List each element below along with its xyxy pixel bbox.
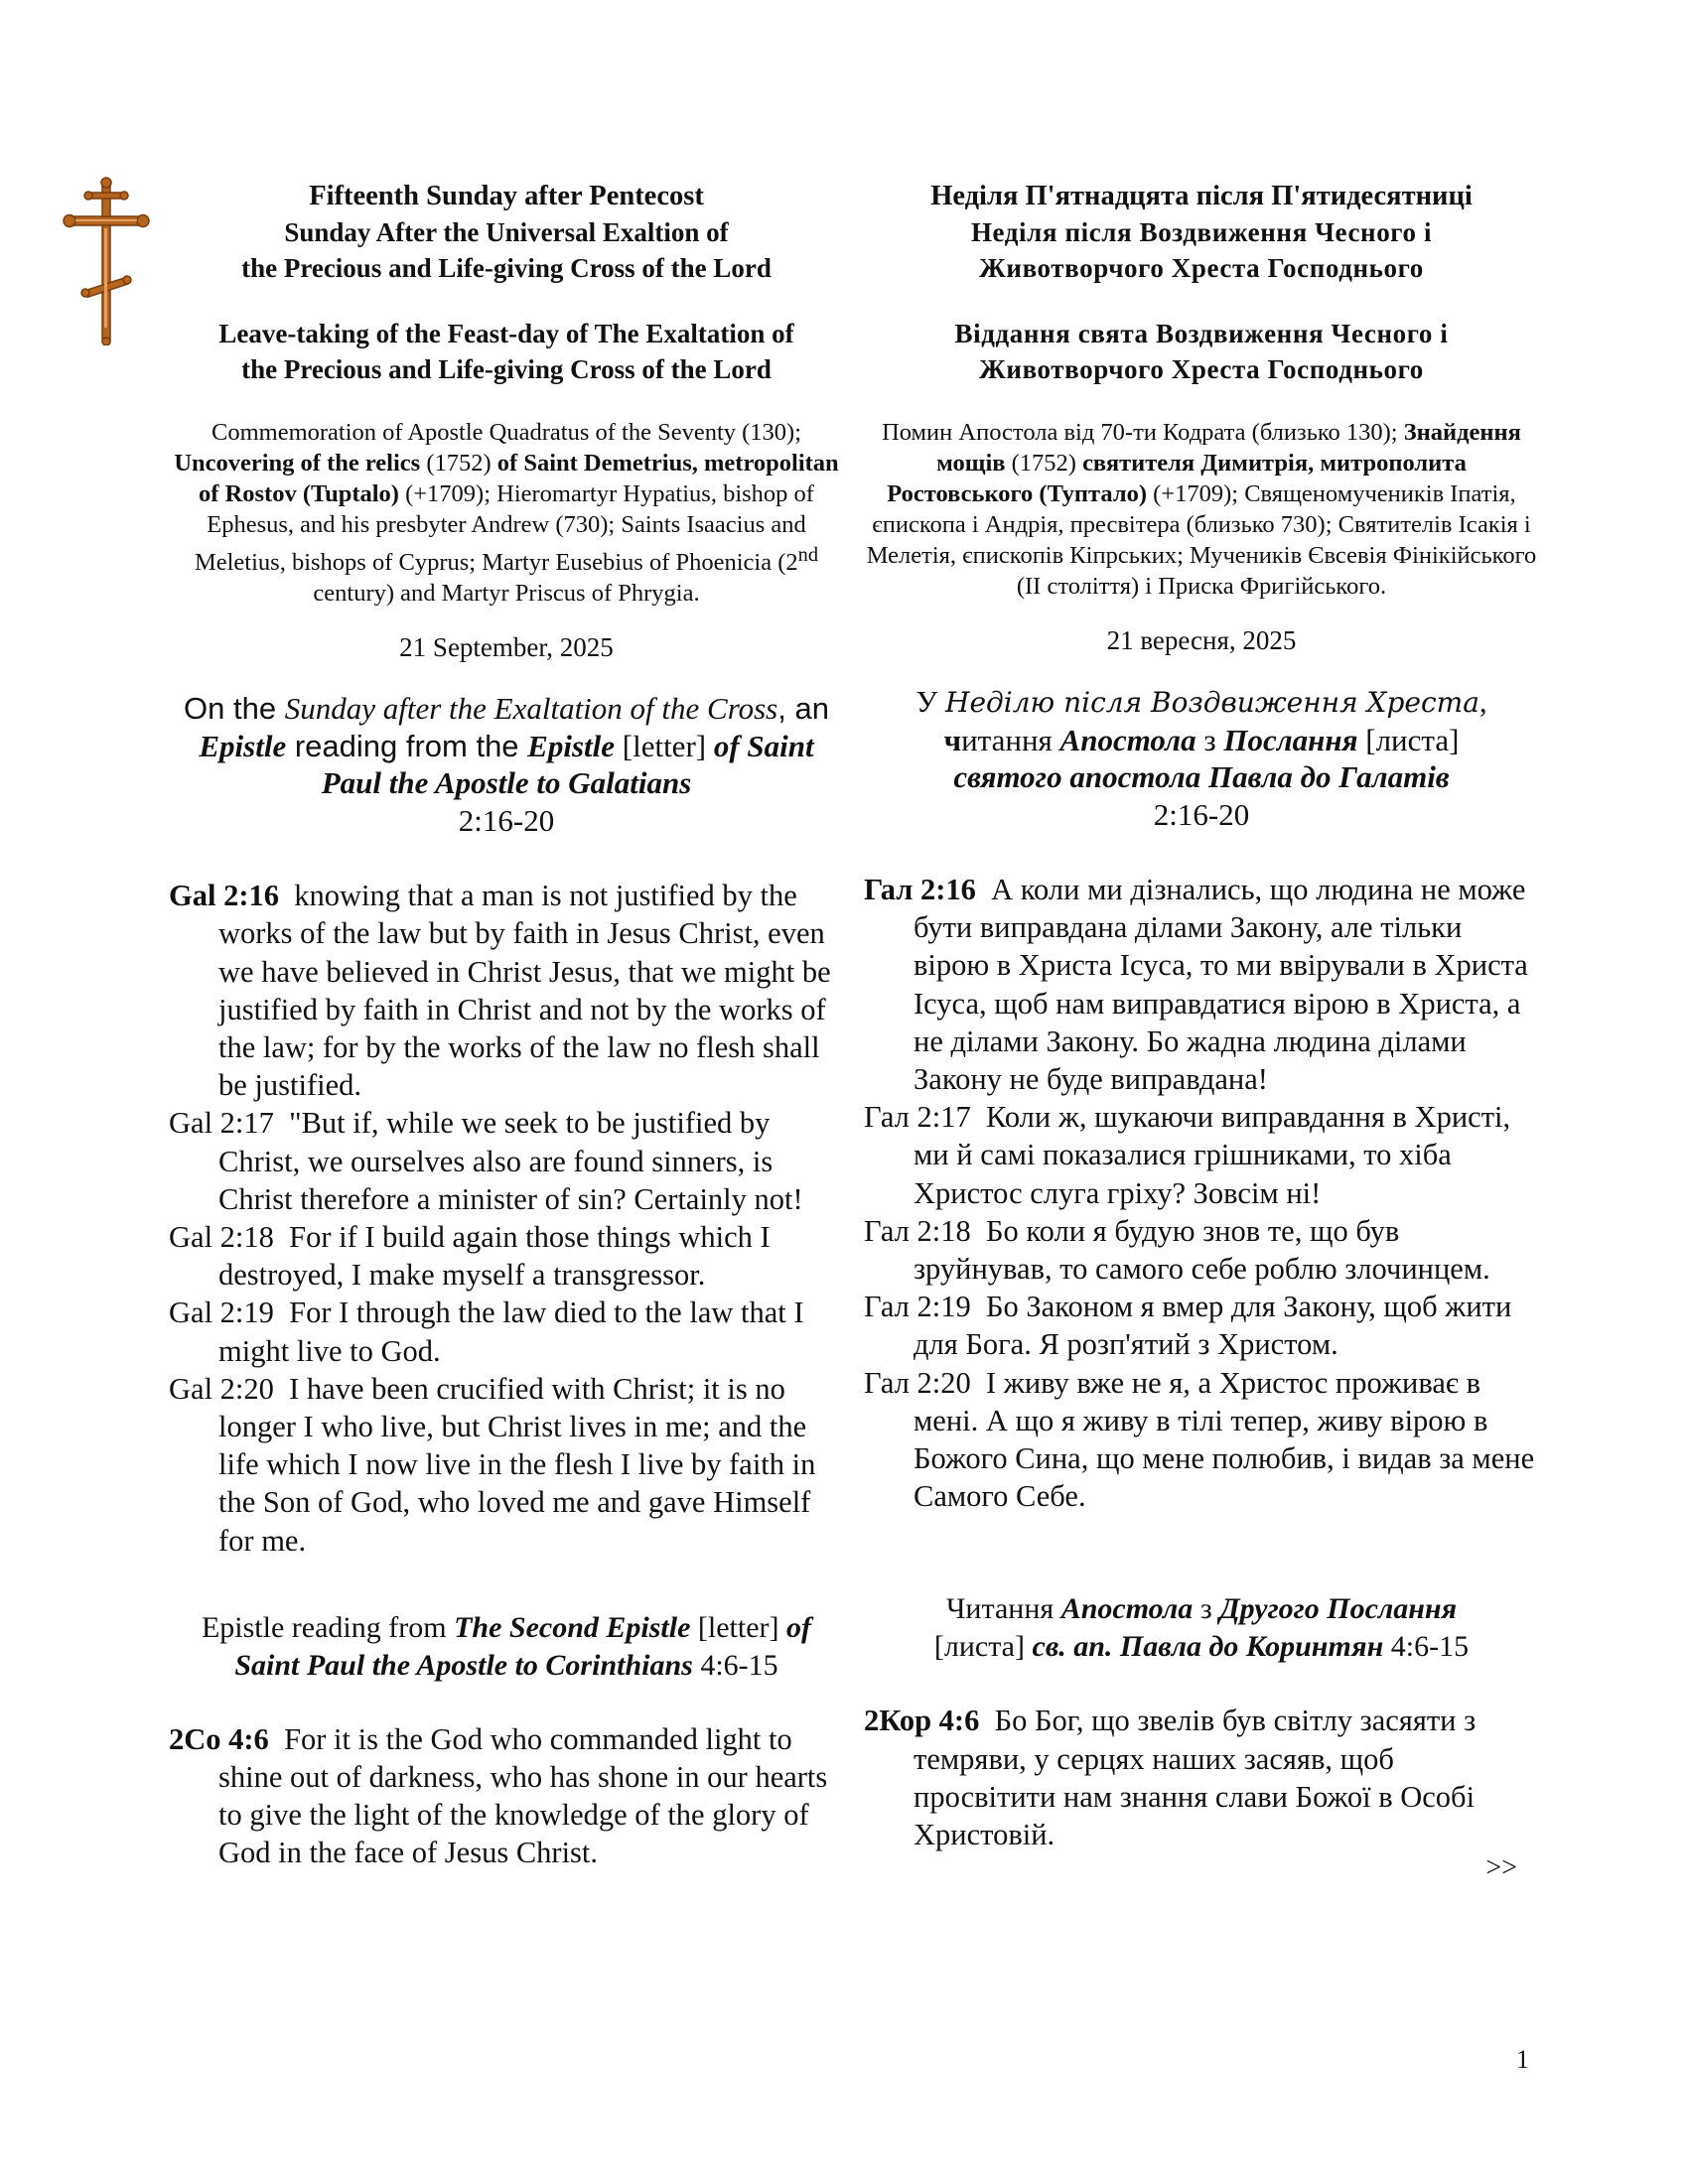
verses2-en (169, 1720, 844, 1872)
intro-bold: святого апостола Павла до Галатів (953, 759, 1450, 794)
verse-ref: Гал 2:19 (864, 1290, 971, 1324)
intro-text: з (1196, 722, 1224, 757)
verse-text: Коли ж, шукаючи виправдання в Христі, ми й самі показалися грішниками, то хіба Христос слуга гріху? Зовсім ні! (914, 1100, 1511, 1210)
comm-bold: Uncovering of the relics (174, 450, 421, 477)
date-en: 21 September, 2025 (399, 632, 614, 663)
verse (864, 1288, 1539, 1363)
verse-ref: Гал 2:16 (864, 873, 976, 906)
intro-text: On the (184, 691, 285, 727)
leave-taking-uk-2: Животворчого Хреста Господнього (979, 354, 1424, 384)
reading2-text: Читання (945, 1592, 1061, 1626)
verse-ref: Гал 2:17 (864, 1100, 971, 1135)
comm-bold: Знайдення мощів (936, 419, 1521, 477)
verse (864, 1702, 1539, 1853)
leave-taking-en-1: Leave-taking of the Feast-day of The Exaltation of (218, 319, 794, 348)
reading2-ref: 4:6-15 (1383, 1630, 1470, 1664)
comm-superscript: nd (797, 544, 819, 566)
intro-ref: 2:16-20 (1153, 796, 1250, 832)
verse-ref: Gal 2:19 (169, 1296, 274, 1330)
comm-text: (1752) (1005, 450, 1083, 477)
comm-text: Commemoration of Apostle Quadratus of the Seventy (130); (211, 419, 802, 446)
ukrainian-column (864, 179, 1539, 1883)
intro-text: [letter] (615, 728, 714, 763)
verse (864, 1098, 1539, 1212)
verse-text: Бо Законом я вмер для Закону, щоб жити для Бога. Я розп'ятий з Христом. (914, 1290, 1512, 1362)
intro-bold: Epistle (527, 728, 616, 763)
verse (169, 1218, 844, 1294)
subtitle-uk-2: Животворчого Хреста Господнього (979, 253, 1424, 283)
verse (169, 1720, 844, 1872)
verse-text: For I through the law died to the law that I might live to God. (218, 1296, 804, 1368)
verse-text: For it is the God who commanded light to shine out of darkness, who has shone in our hearts to give the light of the knowledge of the glory of God in the face of Jesus Christ. (218, 1721, 828, 1870)
intro-ref: 2:16-20 (458, 802, 555, 838)
intro-bold: Послання (1223, 722, 1358, 757)
verse (169, 1104, 844, 1218)
verse-ref: 2Кор 4:6 (864, 1704, 980, 1738)
subtitle-en-2: the Precious and Life-giving Cross of the Lord (241, 253, 772, 283)
title-uk: Неділя П'ятнадцята після П'ятидесятниці (930, 181, 1473, 211)
subtitle-uk-1: Неділя після Воздвиження Чесного і (970, 217, 1433, 247)
comm-text: Помин Апостола від 70-ти Кодрата (близько 130); (882, 419, 1404, 446)
orthodox-cross-icon (62, 177, 151, 345)
continued-marker: >> (1485, 1852, 1517, 1884)
intro-text: reading from the (286, 728, 528, 763)
leave-taking-en (169, 316, 844, 387)
reading2-text: [letter] (690, 1610, 787, 1644)
verse (169, 1294, 844, 1369)
commemoration-en (169, 417, 844, 609)
verse-ref: Gal 2:16 (169, 879, 279, 913)
verse (864, 1212, 1539, 1288)
intro-italic: Неділю після Воздвиження Хреста (945, 686, 1479, 719)
comm-text: (+1709); Священомучеників Іпатія, єпископа і Андрія, пресвітера (близько 730); Святителів Ісакія і Мелетія, єпископів Кіпрських; Мучеників Євсевія Фінікійського (II століття) і Приска Фригійського. (866, 480, 1537, 600)
intro-italic: Sunday after the Exaltation of the Cross (284, 691, 778, 727)
verse-text: Бо коли я будую знов те, що був зруйнував, то самого себе роблю злочинцем. (914, 1213, 1490, 1287)
verse-ref: Gal 2:20 (169, 1371, 274, 1406)
reading2-bold: Апостола (1060, 1592, 1194, 1626)
verse-text: I have been crucified with Christ; it is no longer I who live, but Christ lives in me; and the life which I now live in the flesh I live by faith in the Son of God, who loved me and gave Himself for me. (218, 1371, 816, 1558)
verses-uk (864, 871, 1539, 1515)
subtitle-en-1: Sunday After the Universal Exaltion of (284, 217, 729, 247)
intro-text: У (915, 684, 946, 719)
comm-bold: of Saint Demetrius, metropolitan of Rostov (Tuptalo) (199, 450, 839, 507)
reading2-intro-uk (864, 1590, 1539, 1666)
intro-bold: of Saint Paul the Apostle to Galatians (321, 728, 814, 801)
page-number: 1 (1516, 2045, 1529, 2074)
verse-ref: Гал 2:18 (864, 1213, 971, 1248)
intro-text: [листа] (1357, 722, 1460, 757)
verse-text: For if I build again those things which I destroyed, I make myself a transgressor. (218, 1219, 771, 1293)
intro-text: , an (777, 691, 829, 727)
comm-text: (1752) (420, 450, 497, 477)
reading2-text: [листа] (933, 1630, 1033, 1664)
leave-taking-en-2: the Precious and Life-giving Cross of the Lord (241, 354, 772, 384)
intro-text: итання (961, 722, 1060, 757)
comm-bold: святителя Димитрія, митрополита Ростовського (Туптало) (887, 450, 1467, 507)
reading-intro-uk (864, 683, 1539, 833)
reading2-text: Epistle reading from (201, 1610, 455, 1644)
intro-text: , (1478, 684, 1487, 719)
reading-intro-en (169, 690, 844, 839)
reading2-text: з (1193, 1592, 1220, 1626)
date-uk: 21 вересня, 2025 (1106, 625, 1297, 655)
title-en: Fifteenth Sunday after Pentecost (309, 181, 704, 211)
english-column (169, 179, 844, 1872)
reading2-bold: св. ап. Павла до Коринтян (1032, 1630, 1384, 1664)
verse (169, 877, 844, 1104)
comm-text: century) and Martyr Priscus of Phrygia. (313, 580, 700, 608)
verse-ref: 2Co 4:6 (169, 1721, 269, 1756)
reading2-intro-en (169, 1609, 844, 1685)
leave-taking-uk-1: Віддання свята Воздвиження Чесного і (954, 319, 1449, 348)
commemoration-uk (864, 417, 1539, 602)
verse-text: knowing that a man is not justified by the works of the law but by faith in Jesus Christ, even we have believed in Christ Jesus, that we might be justified by faith in Christ and not by the works of the law; for by the works of the law no flesh shall be justified. (218, 879, 831, 1103)
verse-ref: Гал 2:20 (864, 1365, 971, 1400)
verse (864, 1364, 1539, 1516)
reading2-ref: 4:6-15 (692, 1648, 778, 1682)
leave-taking-uk (864, 316, 1539, 387)
verses-en (169, 877, 844, 1560)
intro-bold: Апостола (1059, 722, 1196, 757)
reading2-bold: Другого Послання (1219, 1592, 1458, 1626)
reading2-bold: of Saint Paul the Apostle to Corinthians (234, 1610, 812, 1682)
reading2-bold: The Second Epistle (454, 1610, 691, 1644)
verse-ref: Gal 2:17 (169, 1106, 274, 1141)
verse-text: "But if, while we seek to be justified by Christ, we ourselves also are found sinners, is Christ therefore a minister of sin? Certainly not! (218, 1106, 803, 1216)
verse-text: Бо Бог, що звелів був світлу засяяти з темряви, у серцях наших засяяв, щоб просвітити нам знання слави Божої в Особі Христовій. (914, 1704, 1477, 1852)
verses2-uk (864, 1702, 1539, 1853)
verse-ref: Gal 2:18 (169, 1219, 274, 1254)
intro-bold: ч (943, 722, 962, 757)
verse-text: А коли ми дізнались, що людина не може бути виправдана ділами Закону, але тільки вірою в Христа Ісуса, то ми ввірували в Христа Ісуса, щоб нам виправдатися вірою в Христа, а не ділами Закону. Бо жадна людина ділами Закону не буде виправдана! (914, 873, 1528, 1097)
intro-bold: Epistle (199, 728, 287, 763)
comm-text: (+1709); Hieromartyr Hypatius, bishop of Ephesus, and his presbyter Andrew (730); Saints Isaacius and Meletius, bishops of Cyprus; Martyr Eusebius of Phoenicia (2 (194, 480, 814, 577)
verse (864, 871, 1539, 1098)
verse (169, 1370, 844, 1560)
verse-text: І живу вже не я, а Христос проживає в мені. А що я живу в тілі тепер, живу вірою в Божого Сина, що мене полюбив, і видав за мене Самого Себе. (914, 1365, 1535, 1514)
